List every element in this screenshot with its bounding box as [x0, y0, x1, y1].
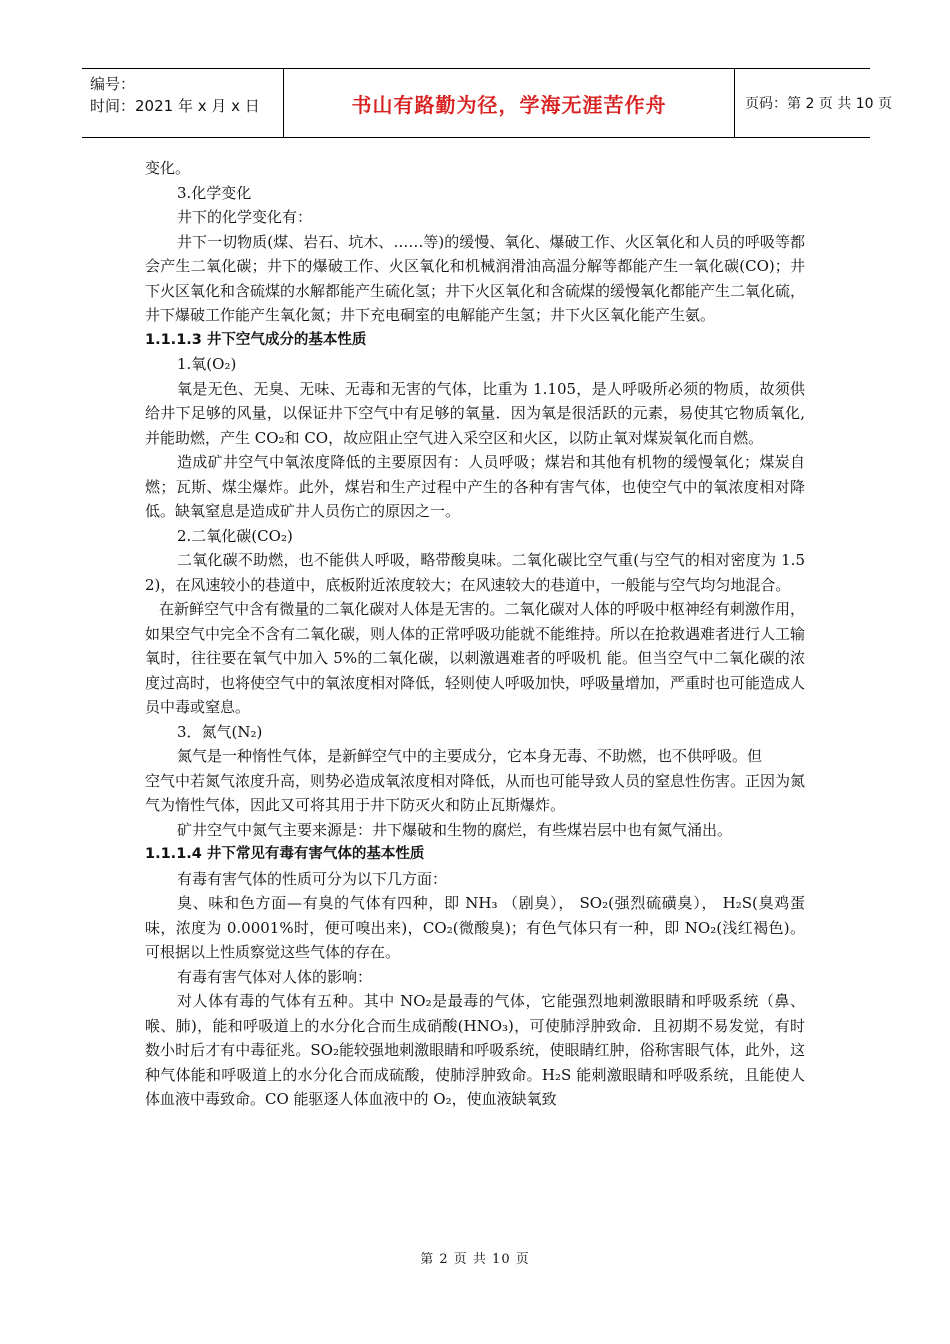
paragraph: 井下的化学变化有：	[177, 208, 313, 226]
header-page-info: 页码：第 2 页 共 10 页	[745, 96, 892, 112]
paragraph: 空气中若氮气浓度升高，则势必造成氧浓度相对降低，从而也可能导致人员的窒息性伤害。正因为氮气为惰性气体，因此又可将其用于井下防灭火和防止瓦斯爆炸。	[145, 771, 806, 814]
paragraph: 3．氮气(N₂)	[177, 722, 263, 741]
document-header	[82, 68, 892, 138]
paragraph: 2.二氧化碳(CO₂)	[177, 526, 293, 545]
paragraph: 氮气是一种惰性气体，是新鲜空气中的主要成分，它本身无毒、不助燃，也不供呼吸。但	[177, 747, 763, 765]
page-footer: 第 2 页 共 10 页	[420, 1252, 530, 1267]
header-motto: 书山有路勤为径，学海无涯苦作舟	[283, 69, 735, 137]
document-body	[145, 156, 805, 1112]
paragraph: 臭、味和色方面—有臭的气体有四种，即 NH₃ （剧臭）， SO₂(强烈硫磺臭）， H₂S(臭鸡蛋味，浓度为 0.0001%时，便可嗅出来)，CO₂(微酸臭)；有色气体只有一种，即 NO₂(浅红褐色)。可根据以上性质察觉这些气体的存在。	[145, 894, 805, 961]
paragraph: 二氧化碳不助燃，也不能供人呼吸，略带酸臭味。二氧化碳比空气重(与空气的相对密度为 1.52)，在风速较小的巷道中，底板附近浓度较大；在风速较大的巷道中，一般能与空气均匀地混合。	[145, 551, 805, 594]
paragraph: 有毒有害气体的性质可分为以下几方面：	[177, 869, 448, 888]
paragraph: 矿井空气中氮气主要来源是：井下爆破和生物的腐烂，有些煤岩层中也有氮气涌出。	[177, 820, 733, 839]
paragraph: 氧是无色、无臭、无味、无毒和无害的气体，比重为 1.105，是人呼吸所必须的物质，故须供给井下足够的风量，以保证井下空气中有足够的氧量．因为氧是很活跃的元素，易使其它物质氧化,并能助燃，产生 CO₂和 CO，故应阻止空气进入采空区和火区，以防止氧对煤炭氧化而自燃。	[145, 379, 805, 447]
section-heading: 1.1.1.4 井下常见有毒有害气体的基本性质	[145, 846, 425, 862]
paragraph: 在新鲜空气中含有微量的二氧化碳对人体是无害的。二氧化碳对人体的呼吸中枢神经有刺激作用，如果空气中完全不含有二氧化碳，则人体的正常呼吸功能就不能维持。所以在抢救遇难者进行人工输氧时，往往要在氧气中加入 5%的二氧化碳，以刺激遇难者的呼吸机 能。但当空气中二氧化碳的浓度过高时，也将使空气中的氧浓度相对降低，轻则使人呼吸加快，呼吸量增加，严重时也可能造成人员中毒或窒息。	[145, 600, 806, 716]
section-heading: 1.1.1.3 井下空气成分的基本性质	[145, 331, 367, 348]
header-left-cell	[82, 69, 283, 137]
paragraph: 造成矿井空气中氧浓度降低的主要原因有：人员呼吸；煤岩和其他有机物的缓慢氧化；煤炭自燃；瓦斯、煤尘爆炸。此外，煤岩和生产过程中产生的各种有害气体，也使空气中的氧浓度相对降低。缺氧窒息是造成矿井人员伤亡的原因之一。	[145, 453, 805, 520]
paragraph: 1.氧(O₂)	[177, 355, 237, 373]
document-date: 时间：2021 年 x 月 x 日	[90, 97, 260, 115]
paragraph: 3.化学变化	[177, 183, 252, 202]
paragraph: 变化。	[145, 159, 191, 177]
paragraph: 井下一切物质(煤、岩石、坑木、……等)的缓慢、氧化、爆破工作、火区氧化和人员的呼吸等都会产生二氧化碳；井下的爆破工作、火区氧化和机械润滑油高温分解等都能产生一氧化碳(CO)；井下火区氧化和含硫煤的水解都能产生硫化氢；井下火区氧化和含硫煤的缓慢氧化都能产生二氧化硫，井下爆破工作能产生氧化氮；井下充电硐室的电解能产生氢；井下火区氧化能产生氨。	[145, 232, 806, 324]
document-number-label: 编号：	[90, 75, 136, 93]
paragraph: 有毒有害气体对人体的影响：	[177, 967, 373, 986]
paragraph: 对人体有毒的气体有五种。其中 NO₂是最毒的气体，它能强烈地刺激眼睛和呼吸系统（鼻、喉、肺)，能和呼吸道上的水分化合而生成硝酸(HNO₃)，可使肺浮肿致命．且初期不易发觉，有时数小时后才有中毒征兆。SO₂能较强地刺激眼睛和呼吸系统，使眼睛红肿，俗称害眼气体，此外，这种气体能和呼吸道上的水分化合而成硫酸，使肺浮肿致命。H₂S 能刺激眼睛和呼吸系统，且能使人体血液中毒致命。CO 能驱逐人体血液中的 O₂，使血液缺氧致	[145, 992, 805, 1108]
